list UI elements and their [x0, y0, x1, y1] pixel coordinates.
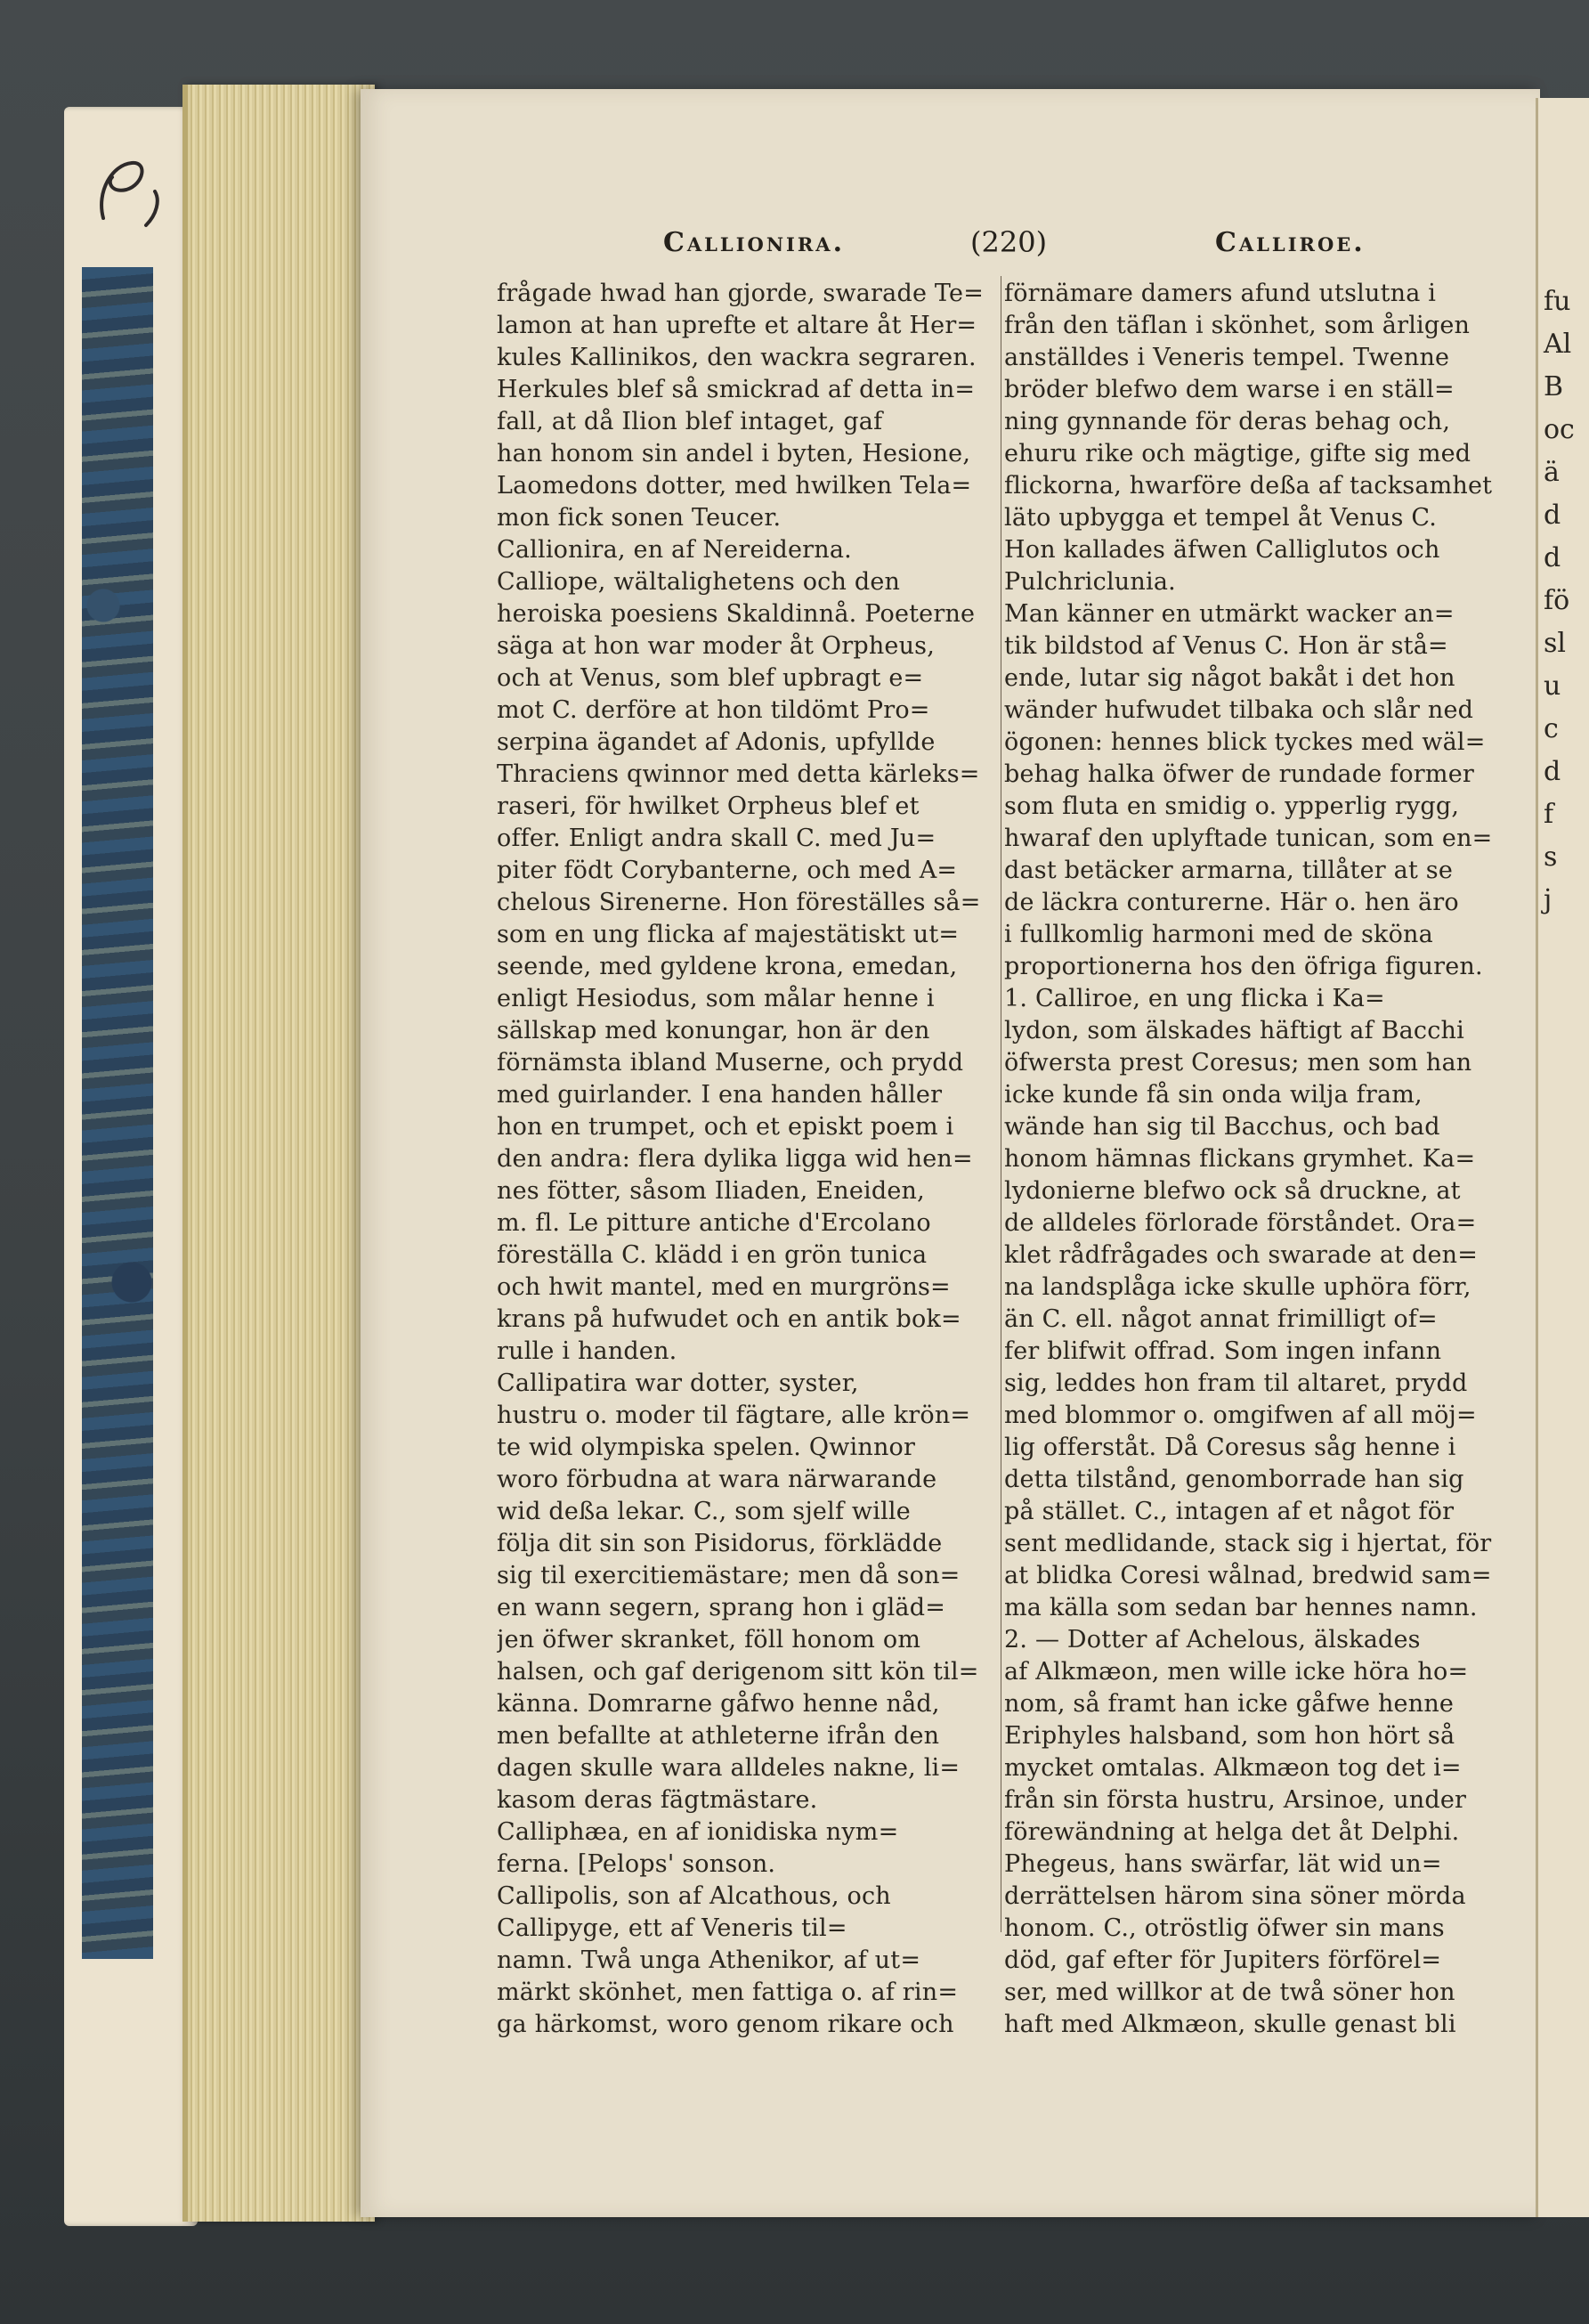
- text-line: Phegeus, hans swärfar, lät wid un=: [1004, 1850, 1442, 1878]
- facing-page-fragment: d: [1544, 542, 1561, 573]
- text-line: Pulchriclunia.: [1004, 568, 1176, 596]
- text-line: detta tilstånd, genomborrade han sig: [1004, 1466, 1464, 1493]
- text-line: wände han sig til Bacchus, och bad: [1004, 1113, 1440, 1141]
- text-line: piter födt Corybanterne, och med A=: [497, 857, 958, 884]
- text-line: ga härkomst, woro genom rikare och: [497, 2011, 954, 2038]
- text-line: 1. Calliroe, en ung flicka i Ka=: [1004, 985, 1385, 1012]
- text-line: krans på hufwudet och en antik bok=: [497, 1305, 961, 1333]
- facing-page-fragment: fu: [1544, 286, 1571, 317]
- text-line: mycket omtalas. Alkmæon tog det i=: [1004, 1754, 1462, 1782]
- text-line: na landsplåga icke skulle uphöra förr,: [1004, 1273, 1471, 1301]
- text-line: seende, med gyldene krona, emedan,: [497, 953, 958, 980]
- text-line: med guirlander. I ena handen håller: [497, 1081, 943, 1109]
- text-line: te wid olympiska spelen. Qwinnor: [497, 1434, 916, 1461]
- text-line: Herkules blef så smickrad af detta in=: [497, 376, 976, 403]
- text-line: namn. Twå unga Athenikor, af ut=: [497, 1946, 921, 1974]
- text-line: ögonen: hennes blick tyckes med wäl=: [1004, 728, 1486, 756]
- facing-page-fragment: c: [1544, 713, 1559, 744]
- text-line: lydonierne blefwo ock så druckne, at: [1004, 1177, 1461, 1205]
- text-line: halsen, och gaf derigenom sitt kön til=: [497, 1658, 979, 1686]
- text-line: Thraciens qwinnor med detta kärleks=: [497, 760, 980, 788]
- facing-page-fragment: d: [1544, 756, 1561, 787]
- text-line: 2. — Dotter af Achelous, älskades: [1004, 1626, 1421, 1654]
- text-line: föreställa C. klädd i en grön tunica: [497, 1241, 928, 1269]
- text-line: woro förbudna at wara närwarande: [497, 1466, 937, 1493]
- text-line: jen öfwer skranket, föll honom om: [497, 1626, 921, 1654]
- text-line: honom hämnas flickans grymhet. Ka=: [1004, 1145, 1476, 1173]
- text-line: ser, med willkor at de twå söner hon: [1004, 1979, 1455, 2006]
- text-line: ma källa som sedan bar hennes namn.: [1004, 1594, 1478, 1621]
- text-line: sällskap med konungar, hon är den: [497, 1017, 930, 1044]
- text-line: mon fick sonen Teucer.: [497, 504, 782, 532]
- text-line: frågade hwad han gjorde, swarade Te=: [497, 280, 985, 307]
- text-line: hwaraf den uplyftade tunican, som en=: [1004, 825, 1493, 852]
- text-line: af Alkmæon, men wille icke höra ho=: [1004, 1658, 1469, 1686]
- pencil-annotation: [85, 138, 183, 245]
- facing-page-fragment: ä: [1544, 457, 1560, 488]
- text-line: rulle i handen.: [497, 1337, 677, 1365]
- text-line: anställdes i Veneris tempel. Twenne: [1004, 344, 1450, 371]
- facing-page-fragment: fö: [1544, 585, 1570, 616]
- text-line: i fullkomlig harmoni med de sköna: [1004, 921, 1433, 948]
- text-line: klet rådfrågades och swarade at den=: [1004, 1241, 1479, 1269]
- text-line: bröder blefwo dem warse i en ställ=: [1004, 376, 1455, 403]
- text-line: lydon, som älskades häftigt af Bacchi: [1004, 1017, 1464, 1044]
- text-line: at blidka Coresi wålnad, bredwid sam=: [1004, 1562, 1492, 1589]
- left-text-column: [497, 278, 995, 2041]
- text-line: honom. C., otröstlig öfwer sin mans: [1004, 1914, 1445, 1942]
- text-line: sig, leddes hon fram til altaret, prydd: [1004, 1369, 1468, 1397]
- text-line: enligt Hesiodus, som målar henne i: [497, 985, 935, 1012]
- text-line: läto upbygga et tempel åt Venus C.: [1004, 504, 1438, 532]
- text-line: lamon at han uprefte et altare åt Her=: [497, 312, 977, 339]
- text-line: känna. Domrarne gåfwo henne nåd,: [497, 1690, 940, 1718]
- text-line: förnämare damers afund utslutna i: [1004, 280, 1437, 307]
- text-line: serpina ägandet af Adonis, upfyllde: [497, 728, 936, 756]
- text-line: öfwersta prest Coresus; men som han: [1004, 1049, 1472, 1077]
- text-line: hon en trumpet, och et episkt poem i: [497, 1113, 954, 1141]
- text-line: säga at hon war moder åt Orpheus,: [497, 632, 936, 660]
- text-line: haft med Alkmæon, skulle genast bli: [1004, 2011, 1456, 2038]
- text-line: offer. Enligt andra skall C. med Ju=: [497, 825, 936, 852]
- text-line: och at Venus, som blef upbragt e=: [497, 664, 924, 692]
- text-line: Man känner en utmärkt wacker an=: [1004, 600, 1455, 628]
- text-line: raseri, för hwilket Orpheus blef et: [497, 792, 920, 820]
- facing-page-fragment: d: [1544, 500, 1561, 531]
- facing-page-fragment: oc: [1544, 414, 1575, 445]
- text-line: följa dit sin son Pisidorus, förklädde: [497, 1530, 943, 1557]
- text-line: proportionerna hos den öfriga figuren.: [1004, 953, 1483, 980]
- text-line: behag halka öfwer de rundade former: [1004, 760, 1475, 788]
- text-line: Callipolis, son af Alcathous, och: [497, 1882, 891, 1910]
- text-line: Callionira, en af Nereiderna.: [497, 536, 852, 564]
- text-line: Eriphyles halsband, som hon hört så: [1004, 1722, 1455, 1750]
- text-line: sent medlidande, stack sig i hjertat, för: [1004, 1530, 1492, 1557]
- text-line: han honom sin andel i byten, Hesione,: [497, 440, 971, 467]
- right-text-column: [1004, 278, 1498, 2041]
- text-line: ende, lutar sig något bakåt i det hon: [1004, 664, 1455, 692]
- text-line: wid deßa lekar. C., som sjelf wille: [497, 1498, 911, 1525]
- text-line: derrättelsen härom sina söner mörda: [1004, 1882, 1466, 1910]
- text-line: flickorna, hwarföre deßa af tacksamhet: [1004, 472, 1493, 500]
- text-line: Callipatira war dotter, syster,: [497, 1369, 859, 1397]
- text-line: den andra: flera dylika ligga wid hen=: [497, 1145, 973, 1173]
- facing-page-fragment: B: [1544, 371, 1564, 402]
- handwritten-margin-note: [85, 138, 183, 245]
- text-line: Calliphæa, en af ionidiska nym=: [497, 1818, 899, 1846]
- running-head-right: Calliroe.: [1215, 227, 1366, 258]
- text-line: med blommor o. omgifwen af all möj=: [1004, 1402, 1477, 1429]
- text-line: Calliope, wältalighetens och den: [497, 568, 901, 596]
- text-line: en wann segern, sprang hon i gläd=: [497, 1594, 946, 1621]
- text-line: än C. ell. något annat frimilligt of=: [1004, 1305, 1438, 1333]
- text-line: hustru o. moder til fägtare, alle krön=: [497, 1402, 971, 1429]
- facing-page-fragment: sl: [1544, 628, 1566, 659]
- text-line: Callipyge, ett af Veneris til=: [497, 1914, 847, 1942]
- text-line: icke kunde få sin onda wilja fram,: [1004, 1081, 1423, 1109]
- text-line: de alldeles förlorade förståndet. Ora=: [1004, 1209, 1477, 1237]
- facing-page-fragment: s: [1544, 841, 1558, 873]
- text-line: märkt skönhet, men fattiga o. af rin=: [497, 1979, 959, 2006]
- text-line: chelous Sirenerne. Hon föreställes så=: [497, 889, 981, 916]
- text-line: fall, at då Ilion blef intaget, gaf: [497, 408, 883, 435]
- text-line: dast betäcker armarna, tillåter at se: [1004, 857, 1454, 884]
- facing-page-fragment: f: [1544, 799, 1554, 830]
- text-line: från den täflan i skönhet, som årligen: [1004, 312, 1471, 339]
- facing-page-edge: [1536, 98, 1589, 2217]
- page-number: (220): [970, 225, 1048, 259]
- text-line: ferna. [Pelops' sonson.: [497, 1850, 776, 1878]
- text-line: förewändning at helga det åt Delphi.: [1004, 1818, 1460, 1846]
- text-line: förnämsta ibland Muserne, och prydd: [497, 1049, 964, 1077]
- text-line: kasom deras fägtmästare.: [497, 1786, 818, 1814]
- text-line: som fluta en smidig o. ypperlig rygg,: [1004, 792, 1460, 820]
- text-line: sig til exercitiemästare; men då son=: [497, 1562, 961, 1589]
- text-line: kules Kallinikos, den wackra segraren.: [497, 344, 977, 371]
- text-line: lig offerståt. Då Coresus såg henne i: [1004, 1434, 1456, 1461]
- text-line: Laomedons dotter, med hwilken Tela=: [497, 472, 972, 500]
- text-line: mot C. derföre at hon tildömt Pro=: [497, 696, 930, 724]
- text-line: på stället. C., intagen af et något för: [1004, 1498, 1455, 1525]
- text-line: ehuru rike och mägtige, gifte sig med: [1004, 440, 1471, 467]
- facing-page-fragment: Al: [1544, 329, 1572, 360]
- text-line: död, gaf efter för Jupiters förförel=: [1004, 1946, 1442, 1974]
- text-line: fer blifwit offrad. Som ingen infann: [1004, 1337, 1442, 1365]
- text-line: tik bildstod af Venus C. Hon är stå=: [1004, 632, 1448, 660]
- text-line: från sin första hustru, Arsinoe, under: [1004, 1786, 1467, 1814]
- running-head-left: Callionira.: [663, 227, 846, 258]
- page-block-edge: [182, 85, 375, 2222]
- text-line: m. fl. Le pitture antiche d'Ercolano: [497, 1209, 931, 1237]
- text-line: nes fötter, såsom Iliaden, Eneiden,: [497, 1177, 925, 1205]
- text-line: nom, så framt han icke gåfwe henne: [1004, 1690, 1455, 1718]
- text-line: och hwit mantel, med en murgröns=: [497, 1273, 951, 1301]
- text-line: som en ung flicka af majestätiskt ut=: [497, 921, 960, 948]
- facing-page-fragment: u: [1544, 670, 1561, 702]
- running-head: [499, 227, 1389, 272]
- text-line: wänder hufwudet tilbaka och slår ned: [1004, 696, 1474, 724]
- text-line: ning gynnande för deras behag och,: [1004, 408, 1451, 435]
- text-line: heroiska poesiens Skaldinnå. Poeterne: [497, 600, 976, 628]
- marbled-endpaper: [82, 267, 153, 1959]
- text-line: Hon kallades äfwen Calliglutos och: [1004, 536, 1440, 564]
- text-line: de läckra conturerne. Här o. hen äro: [1004, 889, 1459, 916]
- facing-page-fragment: j: [1544, 884, 1553, 915]
- text-line: men befallte at athleterne ifrån den: [497, 1722, 940, 1750]
- text-line: dagen skulle wara alldeles nakne, li=: [497, 1754, 961, 1782]
